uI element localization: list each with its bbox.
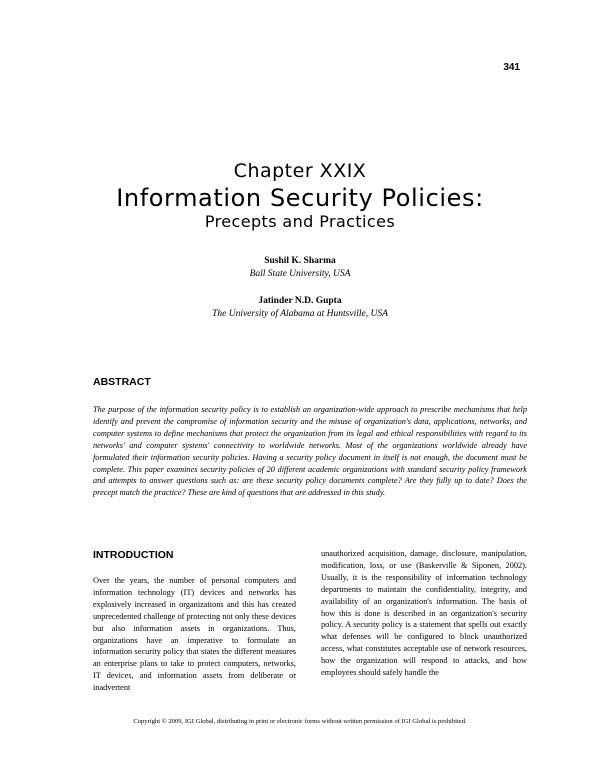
author-block	[0, 255, 600, 281]
abstract-heading: ABSTRACT	[93, 376, 151, 388]
copyright-footer: Copyright © 2009, IGI Global, distributing in print or electronic forms without written permission of IGI Global is prohibited.	[133, 718, 467, 725]
abstract-text: The purpose of the information security policy is to establish an organization-wide approach to prescribe mechanisms that help identify and prevent the compromise of information security and the misuse of organization's data, applications, networks, and computer systems to define mechanisms that protect the organization from its legal and ethical responsibilities with regard to its networks' and computer systems' connectivity to worldwide networks. Most of the organizations worldwide already have formulated their information security policies. Having a security policy document in itself is not enough, the document must be complete. This paper examines security policies of 20 different academic organizations with standard security policy framework and attempts to answer questions such as: are these security policy documents complete? Are they fully up to date? Does the precept match the practice? These are kind of questions that are addressed in this study.	[93, 405, 527, 498]
author-affiliation: The University of Alabama at Huntsville, USA	[212, 309, 388, 319]
page-number: 341	[503, 62, 520, 73]
author-name: Jatinder N.D. Gupta	[258, 296, 342, 306]
introduction-left-column: Over the years, the number of personal computers and information technology (IT) devices and networks has explosively increased in organizations and this has created unprecedented challenge of protecting not only these devices but also information assets in organizations. Thus, organizations have an imperative to formulate an information security policy that states the different measures an enterprise plans to take to protect computers, networks, IT devices, and information assets from deliberate or inadvertent	[93, 576, 296, 693]
author-name: Sushil K. Sharma	[264, 256, 336, 266]
author-affiliation: Ball State University, USA	[249, 269, 351, 279]
introduction-right-column: unauthorized acquisition, damage, disclosure, manipulation, modification, loss, or use (Baskerville & Siponen, 2002). Usually, it is the responsibility of information technology departments to maintain the confidentiality, integrity, and availability of an organization's information. The basis of how this is done is described in an organization's security policy. A security policy is a statement that spells out exactly what defenses will be configured to block unauthorized access, what constitutes acceptable use of network resources, how the organization will respond to attacks, and how employees should safely handle the	[321, 549, 527, 678]
author-block	[0, 295, 600, 321]
chapter-label: Chapter XXIX	[233, 160, 367, 182]
chapter-title: Information Security Policies:	[116, 184, 484, 212]
chapter-subtitle: Precepts and Practices	[204, 212, 396, 231]
introduction-heading: INTRODUCTION	[93, 549, 174, 561]
